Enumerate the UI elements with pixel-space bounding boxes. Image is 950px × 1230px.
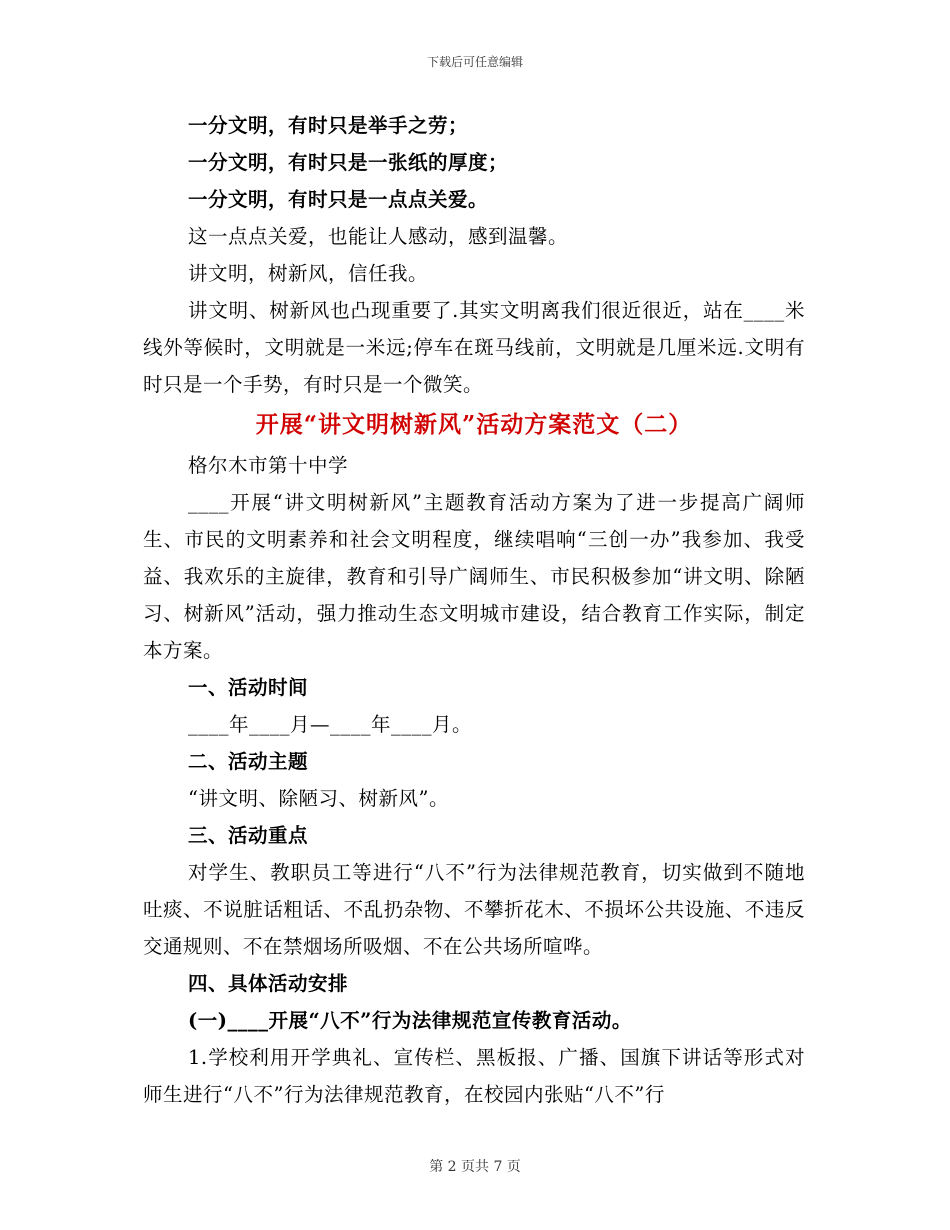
paragraph: 讲文明，树新风，信任我。 [188,262,429,285]
list-item: 1.学校利用开学典礼、宣传栏、黑板报、广播、国旗下讲话等形式对师生进行“八不”行为法律规范教育，在校园内张贴“八不”行 [143,1046,805,1106]
section-body: ____年____月—____年____月。 [188,713,473,736]
paragraph: 一分文明，有时只是一张纸的厚度； [188,151,509,174]
section-heading: 三、活动重点 [188,824,309,847]
section-body: 对学生、教职员工等进行“八不”行为法律规范教育，切实做到不随地吐痰、不说脏话粗话、不乱扔杂物、不攀折花木、不损坏公共设施、不违反交通规则、不在禁烟场所吸烟、不在公共场所喧哗。 [143,861,805,958]
document-body [143,107,805,1113]
paragraph: 讲文明、树新风也凸现重要了.其实文明离我们很近很近，站在____米线外等候时，文明就是一米远;停车在斑马线前，文明就是几厘米远.文明有时只是一个手势，有时只是一个微笑。 [143,299,805,396]
section-heading: 一、活动时间 [188,676,309,699]
page-header: 下载后可任意编辑 [426,55,523,69]
section-heading: 四、具体活动安排 [188,972,349,995]
section-heading: 二、活动主题 [188,750,309,773]
paragraph: 这一点点关爱，也能让人感动，感到温馨。 [188,225,569,248]
page-footer: 第 2 页共 7 页 [429,1159,521,1175]
document-title: 开展“讲文明树新风”活动方案范文（二） [255,411,693,438]
paragraph: 一分文明，有时只是一点点关爱。 [188,188,489,211]
section-body: “讲文明、除陋习、树新风”。 [188,787,449,810]
paragraph: 一分文明，有时只是举手之劳； [188,114,469,137]
school-name: 格尔木市第十中学 [188,454,349,477]
intro-paragraph: ____开展“讲文明树新风”主题教育活动方案为了进一步提高广阔师生、市民的文明素养和社会文明程度，继续唱响“三创一办”我参加、我受益、我欢乐的主旋律，教育和引导广阔师生、市民积极参加“讲文明、除陋习、树新风”活动，强力推动生态文明城市建设，结合教育工作实际，制定本方案。 [143,491,805,662]
subsection-heading: (一)____开展“八不”行为法律规范宣传教育活动。 [188,1009,632,1032]
